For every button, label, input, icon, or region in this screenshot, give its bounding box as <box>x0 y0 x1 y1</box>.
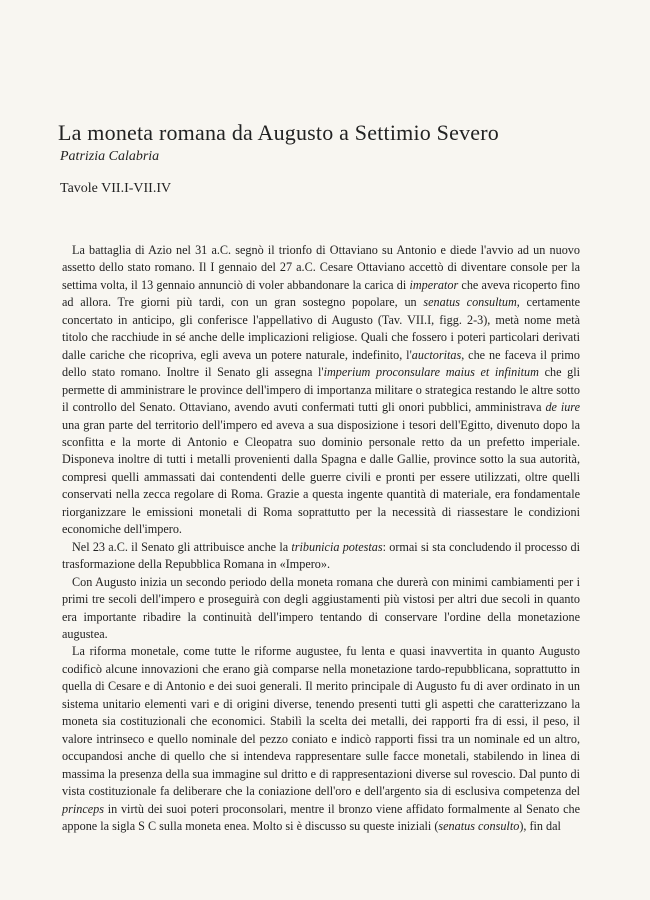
article-header <box>58 120 598 198</box>
text-run: che gli permette di amministrare le province dell'impero di importanza militare o strategica restando le altre sotto il controllo del Senato. Ottaviano, avendo avuti confermati tutti gli onori pubblici, amministrava <box>62 365 580 415</box>
italic-term: senatus consulto <box>438 818 520 833</box>
text-run: una gran parte del territorio dell'impero ed aveva a sua disposizione i tesori dell'Egitto, divenuto dopo la sconfitta e la morte di Antonio e Cleopatra suo dominio personale retto da un prefetto imperiale. Disponeva inoltre di tutti i metalli provenienti dalla Spagna e dalle Gallie, province sotto la sua autorità, compresi quelli ammassati dai contendenti delle guerre civili e pronti per essere utilizzati, oltre quelli conservati nella zecca regolare di Roma. Grazie a questa ingente quantità di materiale, era fondamentale riorganizzare le emissioni monetali di Roma soprattutto per la necessità di riassestare le condizioni economiche dell'impero. <box>62 417 580 537</box>
italic-term: senatus consultum <box>423 295 517 310</box>
article-title: La moneta romana da Augusto a Settimio Severo <box>58 120 499 145</box>
italic-term: auctoritas <box>411 347 462 362</box>
text-run: in virtù dei suoi poteri proconsolari, mentre il bronzo viene affidato formalmente al Senato che appone la sigla S C sulla moneta enea. Molto si è discusso su queste iniziali ( <box>62 801 580 833</box>
text-run: , certamente concertato in anticipo, gli conferisce l'appellativo di Augusto (Tav. VII.I, figg. 2-3), metà nome metà titolo che racchiude in sé anche delle implicazioni religiose. Quali che fossero i poteri particolari derivati dalle cariche che ricopriva, egli aveva un potere naturale, indefinito, l' <box>62 295 581 362</box>
text-run: Con Augusto inizia un secondo periodo della moneta romana che durerà con minimi cambiamenti per i primi tre secoli dell'impero e proseguirà con degli aggiustamenti più vistosi per altri due secoli in quanto era importante ribadire la continuità dell'impero tentando di conservare l'ordine della monetazione augustea. <box>62 574 580 641</box>
text-run: ), fin dal <box>519 818 561 833</box>
paragraph <box>62 574 580 644</box>
paragraph <box>62 242 580 539</box>
italic-term: de iure <box>545 400 581 415</box>
paragraph <box>62 539 580 574</box>
paragraph <box>62 643 580 835</box>
text-run: La battaglia di Azio nel 31 a.C. segnò il trionfo di Ottaviano su Antonio e diede l'avvio ad un nuovo assetto dello stato romano. Il I gennaio del 27 a.C. Cesare Ottaviano accettò di diventare console per la settima volta, il 13 gennaio annunciò di voler abbandonare la carica di <box>62 243 580 292</box>
text-run: che aveva ricoperto fino ad allora. Tre giorni più tardi, con un gran sostegno popolare, un <box>62 277 581 310</box>
plates-reference: Tavole VII.I-VII.IV <box>60 181 172 196</box>
italic-term: imperium proconsulare maius et infinitum <box>323 365 539 380</box>
text-run: La riforma monetale, come tutte le riforme augustee, fu lenta e quasi inavvertita in quanto Augusto codificò alcune innovazioni che erano già comparse nella monetazione tardo-repubblicana, soprattutto in quella di Cesare e di Antonio e dei suoi generali. Il merito principale di Augusto fu di aver ordinato in un sistema unitario elementi vari e di origini diverse, tenendo presenti tutti gli aspetti che caratterizzano la moneta sia costituzionali che economici. Stabilì la scelta dei metalli, dei rapporti fra di essi, il peso, il valore intrinseco e quello nominale del pezzo coniato e indicò rapporti fissi tra un nominale ed un altro, occupandosi anche di quello che si intendeva rappresentare sulle facce monetali, stabilendo in linea di massima la presenza della sua immagine sul dritto e di rappresentazioni diverse sul rovescio. Dal punto di vista costituzionale fa deliberare che la coniazione dell'oro e dell'argento sia di esclusiva competenza del <box>62 644 580 799</box>
text-run: : ormai si sta concludendo il processo di trasformazione della Repubblica Romana in «Impero». <box>62 539 580 572</box>
text-run: Nel 23 a.C. il Senato gli attribuisce anche la <box>72 539 292 554</box>
italic-term: tribunicia potestas <box>291 539 383 554</box>
italic-term: princeps <box>62 801 104 816</box>
article-author: Patrizia Calabria <box>60 149 160 164</box>
text-run: , che ne faceva il primo dello stato romano. Inoltre il Senato gli assegna l' <box>62 347 580 380</box>
article-body <box>62 242 580 835</box>
italic-term: imperator <box>409 277 459 292</box>
